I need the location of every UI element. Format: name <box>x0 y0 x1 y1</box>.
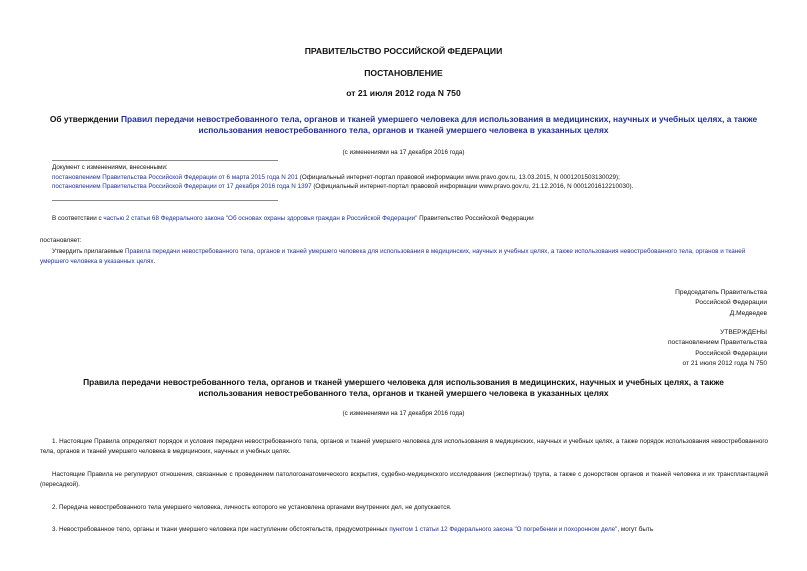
approve-paragraph <box>40 247 768 266</box>
revision-note: (с изменениями на 17 декабря 2016 года) <box>342 149 465 156</box>
government-name: ПРАВИТЕЛЬСТВО РОССИЙСКОЙ ФЕДЕРАЦИИ <box>304 46 503 56</box>
approve-prefix: Утвердить прилагаемые <box>52 248 125 255</box>
approve-link[interactable]: Правила передачи невостребованного тела, органов и тканей умершего человека для использования в медицинских, научных и учебных целях, а также использования невостребованного тела, органов и тканей умершего человека в указанных целях <box>40 248 746 265</box>
title-prefix: Об утверждении <box>49 114 122 124</box>
rules-title: Правила передачи невостребованного тела, органов и тканей умершего человека для использования в медицинских, научных и учебных целях, а также использования невостребованного тела, органов и тканей умершего человека в указанных целях <box>83 377 724 398</box>
preamble <box>52 214 772 224</box>
changes-block <box>52 163 772 192</box>
rules-revision-note: (с изменениями на 17 декабря 2016 года) <box>342 410 465 417</box>
preamble-link[interactable]: частью 2 статьи 68 Федерального закона "Об основах охраны здоровья граждан в Российской Федерации" <box>103 215 418 222</box>
signature-block <box>675 288 767 319</box>
p4-link[interactable]: пунктом 1 статьи 12 Федерального закона "О погребении и похоронном деле" <box>389 526 618 533</box>
signature-name: Д.Медведев <box>729 309 767 317</box>
rules-paragraph-2: Настоящие Правила не регулируют отношения, связанные с проведением патологоанатомического вскрытия, судебно-медицинского исследования (экспертизы) трупа, а также с донорством органов и тканей человека и их трансплантацией (пересадкой). <box>40 471 768 488</box>
change-item <box>52 173 772 183</box>
change-text: (Официальный интернет-портал правовой информации www.pravo.gov.ru, 21.12.2016, N 0001201612210030). <box>311 183 634 191</box>
title-link[interactable]: Правил передачи невостребованного тела, органов и тканей умершего человека для использования в медицинских, научных и учебных целях, а также использования невостребованного тела, органов и тканей умершего человека в указанных целях <box>121 114 758 135</box>
decree-word: постановляет: <box>40 237 82 244</box>
rules-paragraph-1: 1. Настоящие Правила определяют порядок и условия передачи невостребованного тела, органов и тканей умершего человека для использования в медицинских, научных и учебных целях, а также порядок использования невостребованного тела, органов и тканей умершего человека в медицинских, научных и учебных целях. <box>40 438 768 455</box>
signature-country: Российской Федерации <box>695 299 767 307</box>
changes-bottom-rule <box>52 200 278 201</box>
change-text: (Официальный интернет-портал правовой информации www.pravo.gov.ru, 13.03.2015, N 0001201503130029); <box>298 173 620 181</box>
change-item <box>52 182 772 192</box>
p4-suffix: , могут быть <box>617 526 654 533</box>
change-link[interactable]: постановлением Правительства Российской Федерации от 17 декабря 2016 года N 1397 <box>52 183 312 191</box>
approved-label: УТВЕРЖДЕНЫ <box>720 329 767 336</box>
signature-position: Председатель Правительства <box>675 289 767 296</box>
rules-paragraph-3: 2. Передача невостребованного тела умершего человека, личность которого не установлена органами внутренних дел, не допускается. <box>52 504 452 511</box>
approved-country: Российской Федерации <box>695 349 767 357</box>
p4-prefix: 3. Невостребованное тело, органы и ткани умершего человека при наступлении обстоятельств, предусмотренных <box>52 526 390 533</box>
approved-date: от 21 июля 2012 года N 750 <box>682 360 767 368</box>
changes-top-rule <box>52 160 278 161</box>
approve-suffix: . <box>153 257 156 265</box>
document-date: от 21 июля 2012 года N 750 <box>346 88 461 98</box>
approved-by: постановлением Правительства <box>667 339 767 347</box>
document-type: ПОСТАНОВЛЕНИЕ <box>364 68 443 78</box>
rules-paragraph-4 <box>40 525 768 535</box>
preamble-suffix: Правительство Российской Федерации <box>417 215 534 222</box>
change-link[interactable]: постановлением Правительства Российской Федерации от 6 марта 2015 года N 201 <box>52 173 299 181</box>
preamble-prefix: В соответствии с <box>52 215 104 222</box>
approved-block <box>668 328 767 370</box>
document-title <box>40 114 767 136</box>
changes-intro: Документ с изменениями, внесенными: <box>52 164 168 171</box>
